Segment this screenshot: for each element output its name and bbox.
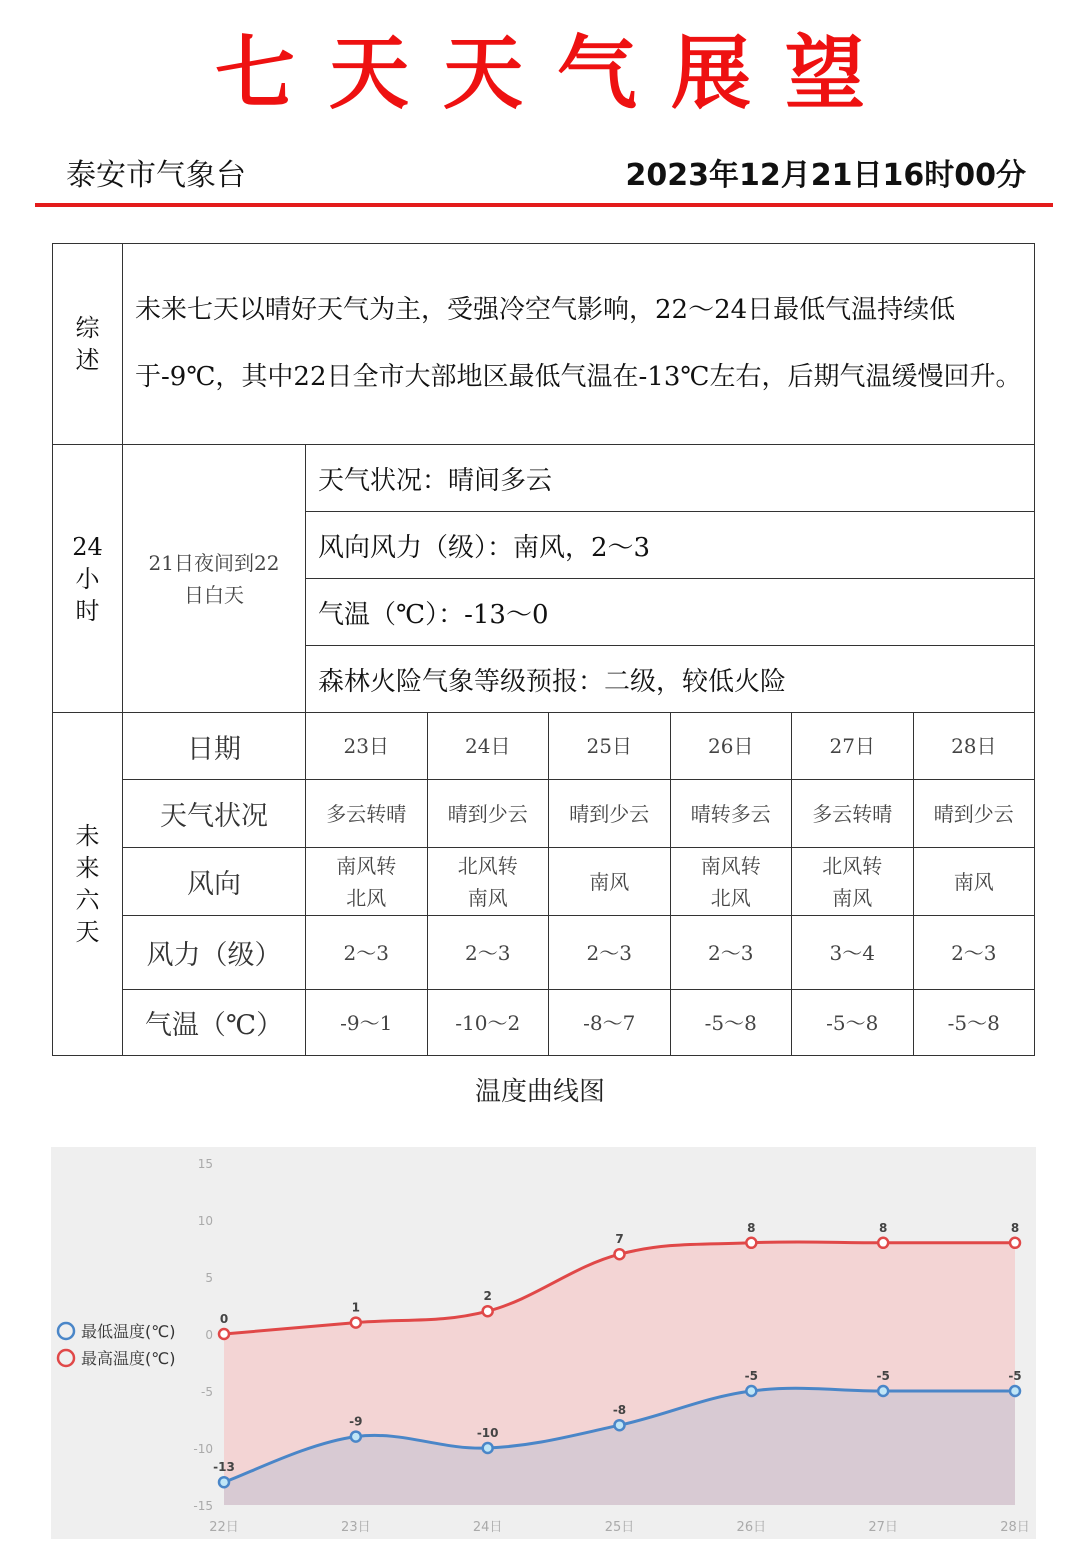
data-point-marker <box>1010 1386 1020 1396</box>
issue-time: 2023年12月21日16时00分 <box>625 158 1026 193</box>
y-tick-label: 10 <box>197 1214 213 1228</box>
data-point-marker <box>746 1238 756 1248</box>
x-tick-label: 27日 <box>868 1520 898 1535</box>
temperature-cell: -5～8 <box>913 990 1035 1056</box>
x-tick-label: 28日 <box>1000 1520 1030 1535</box>
data-point-marker <box>878 1386 888 1396</box>
data-point-label: -5 <box>1008 1369 1022 1383</box>
temperature-cell: -5～8 <box>792 990 914 1056</box>
date-cell: 25日 <box>549 713 671 780</box>
y-tick-label: -5 <box>201 1385 213 1399</box>
row-header-wind-force: 风力（级） <box>123 916 306 990</box>
x-tick-label: 22日 <box>209 1520 239 1535</box>
data-point-label: -10 <box>476 1426 499 1440</box>
next24h-temperature: 气温（℃）：-13～0 <box>306 579 1035 646</box>
data-point-label: 2 <box>483 1289 492 1304</box>
legend-marker-icon[interactable] <box>58 1323 74 1339</box>
document-title: 七天天气展望 <box>215 26 899 120</box>
next24h-weather: 天气状况：晴间多云 <box>306 445 1035 512</box>
date-cell: 28日 <box>913 713 1035 780</box>
data-point-label: -8 <box>612 1403 627 1418</box>
next24h-period: 21日夜间到22日白天 <box>123 445 306 713</box>
next24h-fire-risk: 森林火险气象等级预报：二级，较低火险 <box>306 646 1035 713</box>
data-point-marker <box>219 1477 229 1487</box>
next6days-label: 未 来 六 天 <box>53 713 123 1056</box>
wind-force-cell: 3～4 <box>792 916 914 990</box>
temperature-chart-svg <box>51 1147 1036 1539</box>
forecast-table <box>52 243 1035 1056</box>
header-divider <box>35 203 1053 207</box>
weather-cell: 晴到少云 <box>913 780 1035 848</box>
wind-force-cell: 2～3 <box>670 916 792 990</box>
wind-force-cell: 2～3 <box>427 916 549 990</box>
x-tick-label: 23日 <box>341 1520 371 1535</box>
data-point-label: -13 <box>213 1460 235 1475</box>
data-point-marker <box>219 1329 229 1339</box>
wind-direction-cell: 南风转 北风 <box>306 848 428 916</box>
wind-direction-cell: 南风 <box>913 848 1035 916</box>
weather-cell: 晴到少云 <box>427 780 549 848</box>
row-header-weather: 天气状况 <box>123 780 306 848</box>
data-point-label: 7 <box>615 1232 624 1247</box>
wind-direction-cell: 南风转 北风 <box>670 848 792 916</box>
legend-label[interactable]: 最低温度(℃) <box>81 1322 176 1341</box>
wind-direction-cell: 南风 <box>549 848 671 916</box>
weather-cell: 多云转晴 <box>792 780 914 848</box>
summary-label: 综 述 <box>53 244 123 445</box>
weather-cell: 晴转多云 <box>670 780 792 848</box>
data-point-label: 8 <box>1010 1220 1020 1235</box>
data-point-label: -9 <box>349 1414 363 1429</box>
data-point-label: 0 <box>219 1312 229 1326</box>
date-cell: 27日 <box>792 713 914 780</box>
temperature-chart <box>51 1147 1036 1539</box>
y-tick-label: 0 <box>205 1328 213 1342</box>
data-point-marker <box>615 1420 625 1430</box>
data-point-marker <box>615 1249 625 1259</box>
temperature-cell: -5～8 <box>670 990 792 1056</box>
temperature-cell: -10～2 <box>427 990 549 1056</box>
data-point-marker <box>483 1306 493 1316</box>
legend-label[interactable]: 最高温度(℃) <box>81 1349 176 1368</box>
data-point-marker <box>1010 1238 1020 1248</box>
row-header-temperature: 气温（℃） <box>123 990 306 1056</box>
summary-text: 未来七天以晴好天气为主，受强冷空气影响，22～24日最低气温持续低于-9℃，其中22日全市大部地区最低气温在-13℃左右，后期气温缓慢回升。 <box>123 244 1035 445</box>
issuing-organization: 泰安市气象台 <box>66 158 246 193</box>
data-point-label: 1 <box>351 1300 361 1315</box>
y-tick-label: -15 <box>193 1499 213 1513</box>
date-cell: 24日 <box>427 713 549 780</box>
y-tick-label: 5 <box>205 1271 213 1285</box>
row-header-date: 日期 <box>123 713 306 780</box>
data-point-label: 8 <box>878 1220 888 1235</box>
next24h-wind: 风向风力（级）：南风，2～3 <box>306 512 1035 579</box>
data-point-label: 8 <box>747 1220 756 1235</box>
y-tick-label: 15 <box>197 1157 213 1171</box>
x-tick-label: 26日 <box>736 1520 767 1535</box>
data-point-marker <box>746 1386 756 1396</box>
data-point-marker <box>351 1318 361 1328</box>
data-point-marker <box>351 1432 361 1442</box>
wind-force-cell: 2～3 <box>306 916 428 990</box>
date-cell: 23日 <box>306 713 428 780</box>
wind-direction-cell: 北风转 南风 <box>792 848 914 916</box>
y-tick-label: -10 <box>193 1442 213 1456</box>
next24h-label: 24 小 时 <box>53 445 123 713</box>
weather-cell: 晴到少云 <box>549 780 671 848</box>
data-point-marker <box>878 1238 888 1248</box>
x-tick-label: 25日 <box>604 1520 635 1535</box>
weather-cell: 多云转晴 <box>306 780 428 848</box>
x-tick-label: 24日 <box>472 1520 503 1535</box>
temperature-cell: -9～1 <box>306 990 428 1056</box>
temperature-cell: -8～7 <box>549 990 671 1056</box>
data-point-label: -5 <box>876 1369 890 1383</box>
wind-direction-cell: 北风转 南风 <box>427 848 549 916</box>
data-point-marker <box>483 1443 493 1453</box>
wind-force-cell: 2～3 <box>913 916 1035 990</box>
date-cell: 26日 <box>670 713 792 780</box>
row-header-wind-direction: 风向 <box>123 848 306 916</box>
chart-title: 温度曲线图 <box>474 1077 605 1107</box>
wind-force-cell: 2～3 <box>549 916 671 990</box>
data-point-label: -5 <box>744 1369 759 1383</box>
legend-marker-icon[interactable] <box>58 1350 74 1366</box>
